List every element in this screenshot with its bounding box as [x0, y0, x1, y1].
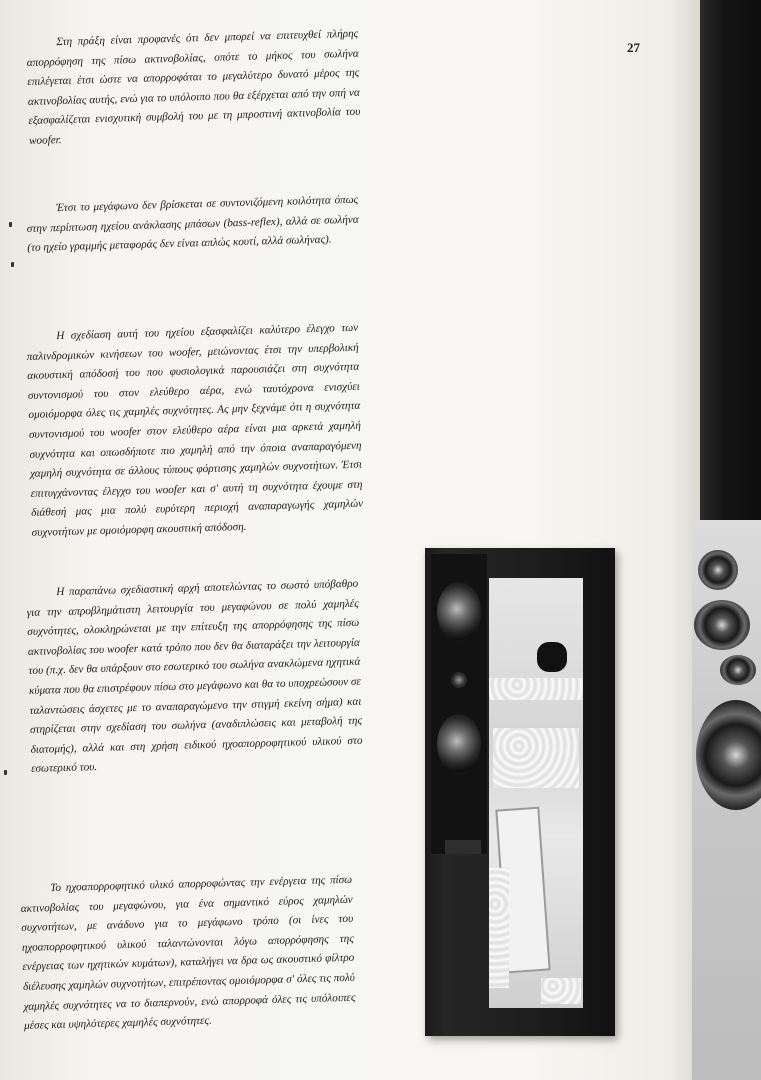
paragraph-5: Το ηχοαπορροφητικό υλικό απορροφώντας την ενέργεια της πίσω ακτινοβολίας του μεγαφώνου, για ένα σημαντικό εύρος χαμηλών συχνοτήτων, με ανάδυνο για το μεγάφωνο τρόπο (οι ίνες του ηχοαπορροφητικού υλικού ταλαντώνονται λόγω απορρόφησης της ενέργειας των ηχητικών κυμάτων), καταλήγει να δρα ως ακουστικό φίλτρο διέλευσης χαμηλών συχνοτήτων, επιτρέποντας ομοιόμορφα σ' όλες τις πολύ χαμηλές συχνότητες να το διαπερνούν, ενώ απορροφά όλες τις υπόλοιπες μέσες και υψηλότερες χαμηλές συχνότητες. [20, 873, 356, 1033]
lower-woofer [437, 714, 481, 774]
absorbent-foam [493, 728, 579, 788]
paragraph-4: Η παραπάνω σχεδιαστική αρχή αποτελώντας το σωστό υπόβαθρο για την απροβλημάτιστη λειτουργία του μεγαφώνου σε πολύ χαμηλές συχνότητες, ολοκληρώνεται με την επίτευξη της απορρόφησης της πίσω ακτινοβολίας του woofer κατά τρόπο που δεν θα διαταράξει την λειτουργία του (π.χ. δεν θα υπάρξουν στο εσωτερικό του σωλήνα ανακλώμενα ηχητικά κύματα που θα επιστρέφουν πίσω στο μεγάφωνο και θα το υποχρεώσουν σε ταλαντώσεις άσχετες με το αναπαραγώμενο την στιγμή εκείνη σήμα) και στηρίζεται στην σχεδίαση του σωλήνα (αναδιπλώσεις και μεταβολή της διατομής), αλλά και στη χρήση ειδικού ηχοαπορροφητικού υλικού στο εσωτερικό του. [26, 577, 363, 776]
driver-unit [696, 700, 761, 810]
paragraph-3: Η σχεδίαση αυτή του ηχείου εξασφαλίζει καλύτερο έλεγχο των παλινδρομικών κινήσεων του woofer, μειώνοντας έτσι την υπερβολική ακουστική απόδοσή του που φυσιολογικά παρουσιάζει στη συχνότητα συντονισμού του στον ελεύθερο αέρα, ενώ ταυτόχρονα ενισχύει ομοιόμορφα όλες τις χαμηλές συχνότητες. Ας μην ξεχνάμε ότι η συχνότητα συντονισμού του woofer στον ελεύθερο αέρα είναι μια αρκετά χαμηλή συχνότητα και οπωσδήποτε πιο χαμηλή από την όποια αναπαραγόμενη χαμηλή συχνότητα σε άλλους τύπους φόρτισης χαμηλών συχνοτήτων. Έτσι επιτυγχάνοντας έλεγχο του woofer και σ' αυτή τη συχνότητα έχουμε στη διάθεσή μας μια πολύ ευρύτερη περιοχή αναπαραγωγής χαμηλών συχνοτήτων με ομοιόμορφη ακουστική απόδοση. [26, 321, 364, 539]
absorbent-foam [489, 868, 509, 988]
paragraph-1: Στη πράξη είναι προφανές ότι δεν μπορεί να επιτευχθεί πλήρης απορρόφηση της πίσω ακτινοβολίας, οπότε το μήκος του σωλήνα επιλέγεται έτσι ώστε να απορροφάται το μεγαλύτερο δυνατό μέρος της ακτινοβολίας αυτής, ενώ για το υπόλοιπο που θα εξέρχεται από την οπή να εξασφαλίζεται ενισχυτική συμβολή του με τη μπροστινή ακτινοβολία του woofer. [26, 27, 361, 147]
speaker-cabinet-photo [425, 548, 615, 1036]
driver-unit [698, 550, 738, 590]
crossover-component [537, 642, 567, 672]
margin-mark [4, 770, 7, 775]
driver-units-photo [690, 530, 761, 910]
margin-mark [9, 222, 12, 227]
page-number: 27 [627, 40, 640, 55]
driver-unit [720, 655, 756, 685]
tweeter [451, 672, 467, 688]
front-baffle [431, 554, 487, 854]
driver-unit [694, 600, 750, 650]
upper-woofer [437, 582, 481, 642]
paragraph-2: Έτσι το μεγάφωνο δεν βρίσκεται σε συντονιζόμενη κοιλότητα όπως στην περίπτωση ηχείου ανάκλασης μπάσων (bass-reflex), αλλά σε σωλήνα (το ηχείο γραμμής μεταφοράς δεν είναι απλώς κουτί, αλλά σωλήνας). [26, 193, 359, 255]
absorbent-foam [489, 678, 583, 700]
absorbent-foam [541, 978, 581, 1004]
brand-plate [445, 840, 481, 854]
margin-mark [11, 262, 14, 267]
cabinet-interior-cutaway [489, 578, 583, 1008]
